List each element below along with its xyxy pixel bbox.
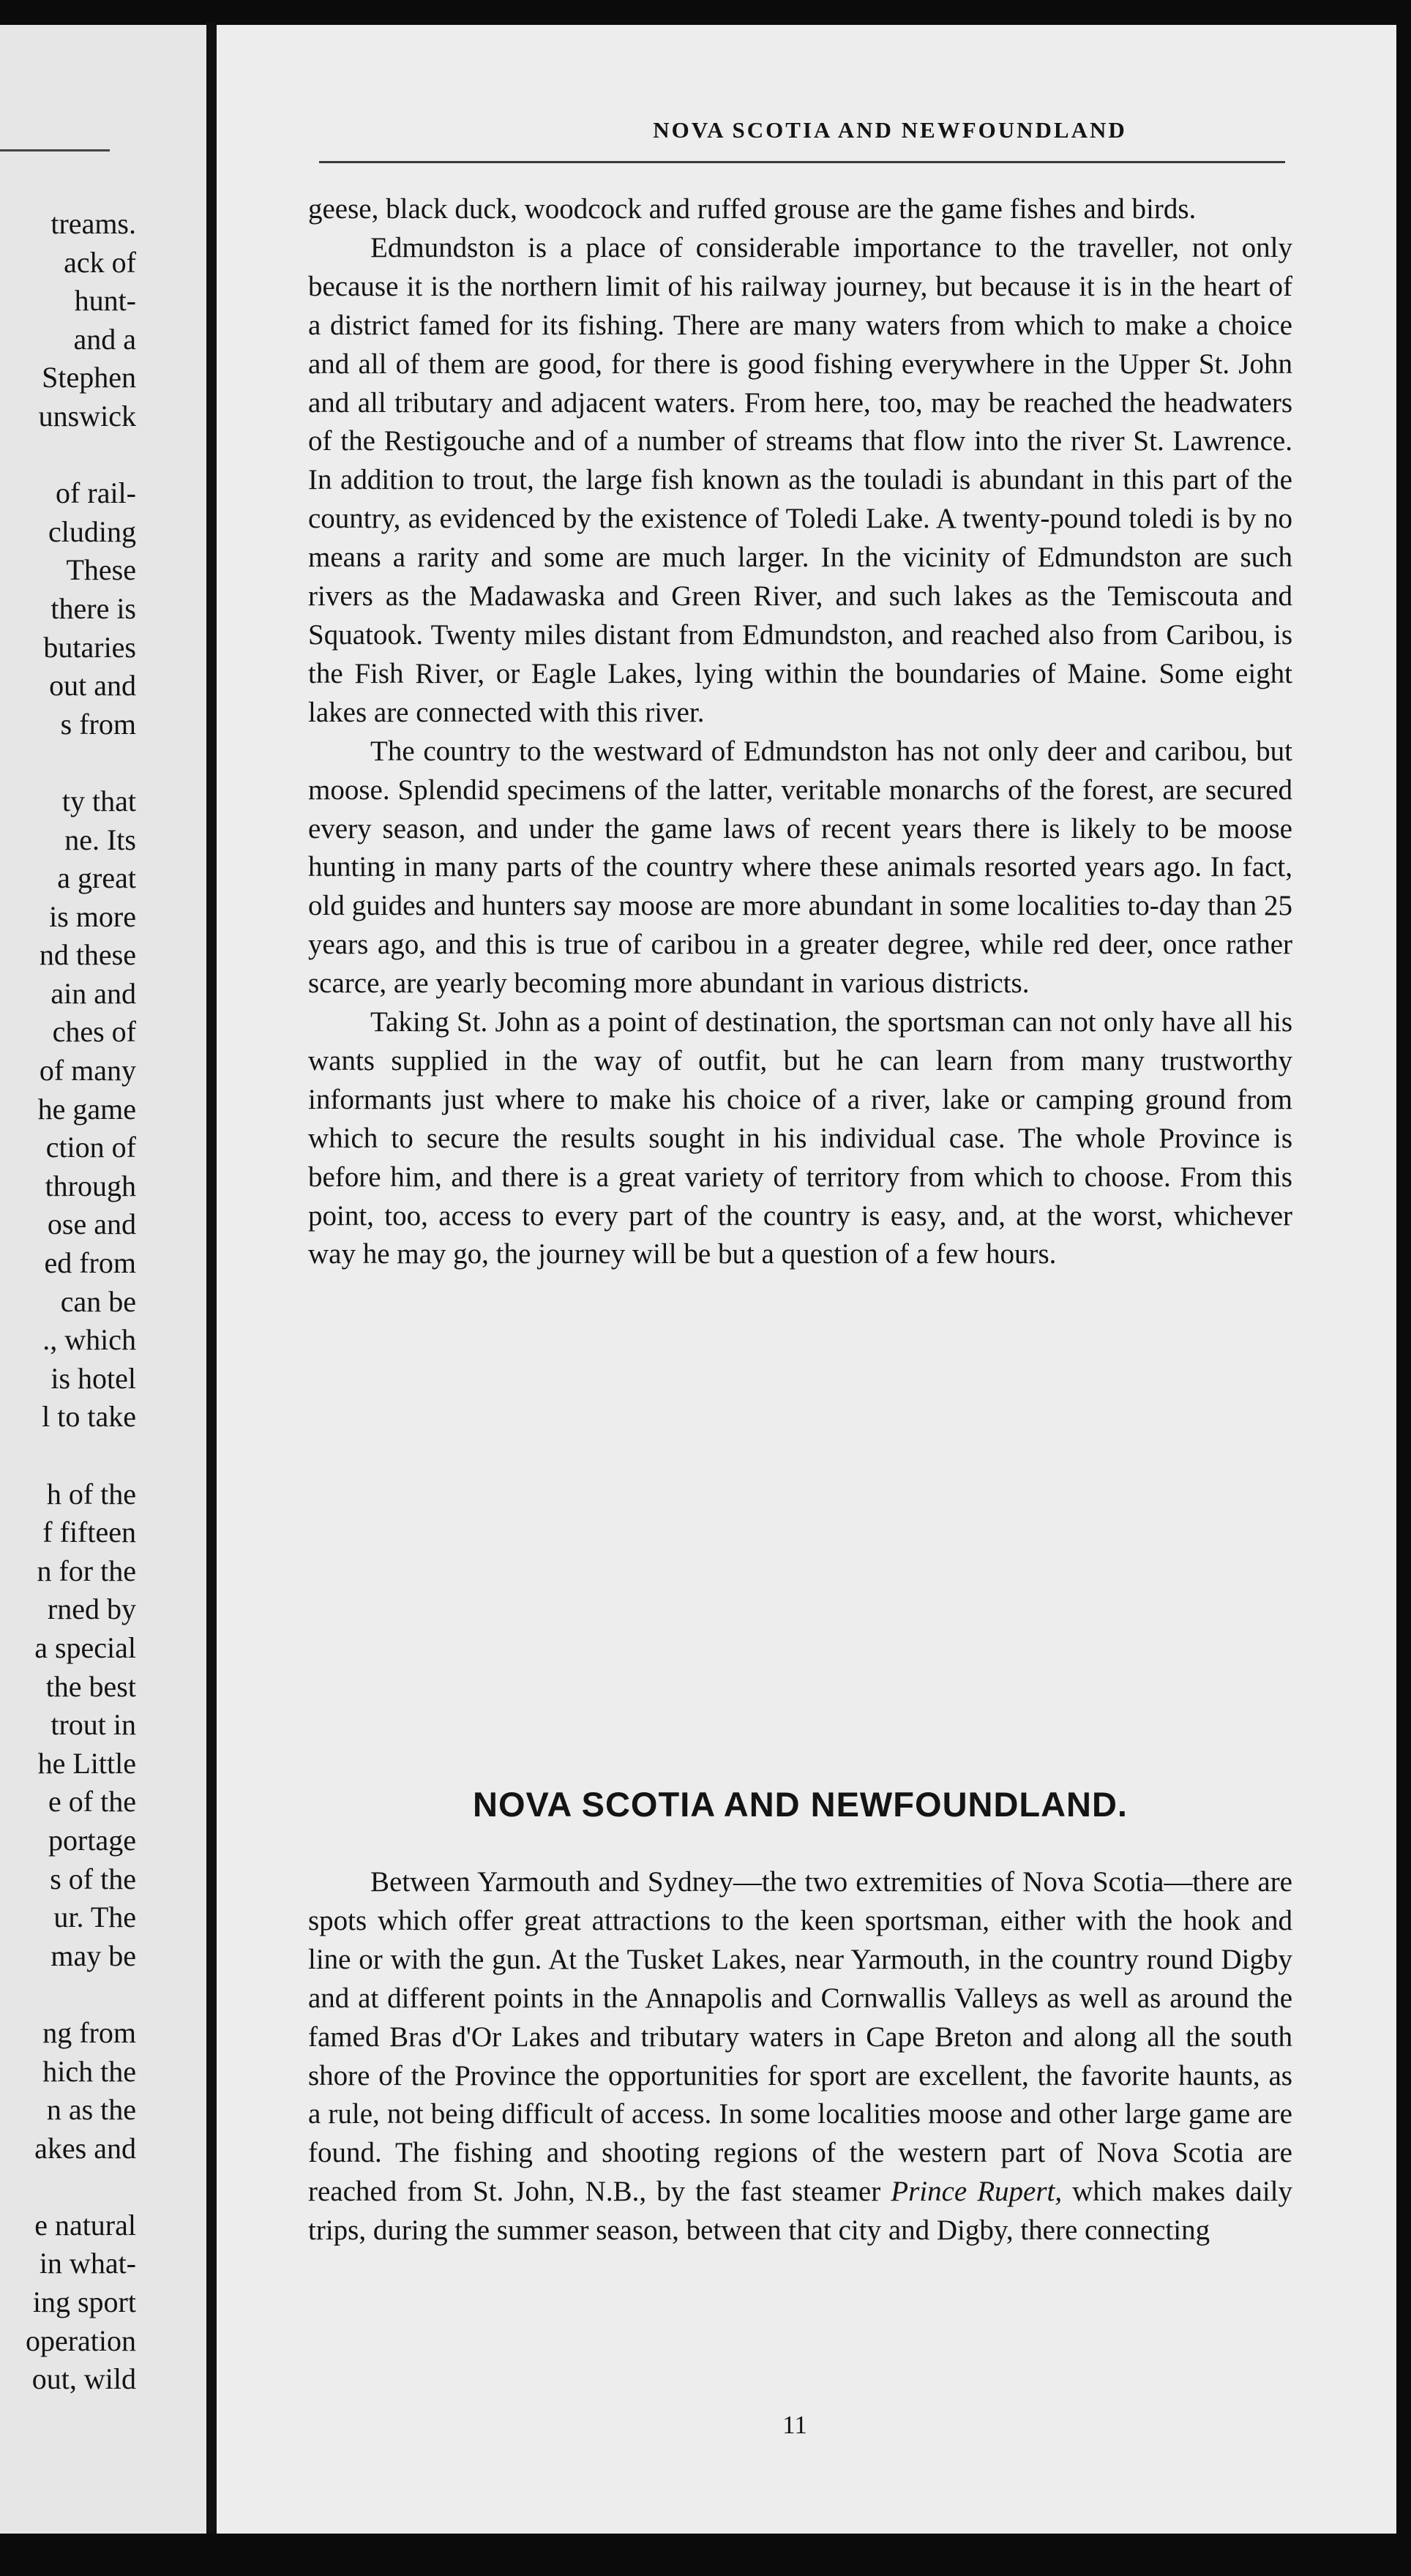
left-page-line: he Little (37, 1746, 136, 1780)
left-facing-page (0, 25, 206, 2534)
left-page-line: a great (57, 861, 136, 895)
left-page-line: trout in (50, 1708, 136, 1742)
left-page-line: a special (34, 1630, 136, 1664)
right-page (217, 25, 1396, 2534)
left-page-line: ches of (52, 1015, 136, 1049)
left-page-line: he game (37, 1092, 136, 1126)
left-page-line: rned by (47, 1592, 136, 1626)
left-page-line: ty that (61, 784, 136, 817)
scan-bottom-edge (0, 2534, 1411, 2576)
left-page-line: of many (39, 1054, 136, 1087)
left-page-line: l to take (42, 1400, 136, 1434)
left-page-line: hunt- (74, 284, 136, 318)
left-page-line: ing sport (32, 2285, 136, 2319)
left-page-line: ., which (42, 1323, 136, 1357)
page-number: 11 (782, 2411, 807, 2439)
left-page-line: ur. The (53, 1901, 136, 1934)
left-page-line: ack of (64, 245, 136, 279)
left-page-line: ed from (44, 1246, 136, 1280)
left-page-line: e of the (48, 1785, 136, 1819)
left-page-line: h of the (46, 1477, 136, 1510)
section-paragraph-text: Between Yarmouth and Sydney—the two extremities of Nova Scotia—there are spots which offer great attractions to the keen sportsman, either with the hook and line or with the gun. At the Tusket Lakes, near Yarmouth, in the country round Digby and at different points in the Annapolis and Cornwallis Valleys as well as around the famed Bras d'Or Lakes and tributary waters in Cape Breton and along all the south shore of the Province the opportunities for sport are excellent, the favorite haunts, as a rule, not being difficult of access. In some localities moose and other large game are found. The fishing and shooting regions of the western part of Nova Scotia are reached from St. John, N.B., by the fast steamer (308, 1866, 1292, 2208)
left-page-line: unswick (38, 399, 136, 433)
left-page-line: in what- (39, 2247, 136, 2280)
left-page-line: ain and (50, 976, 136, 1010)
paragraph: The country to the westward of Edmundston has not only deer and caribou, but moose. Splendid specimens of the latter, veritable monarchs of the forest, are secured every season, and under the game laws of recent years there is likely to be moose hunting in many parts of the country where these animals resorted years ago. In fact, old guides and hunters say moose are more abundant in some localities to-day than 25 years ago, and this is true of caribou in a greater degree, while red deer, once rather scarce, are yearly becoming more abundant in various districts. (308, 735, 1292, 1000)
left-page-line: ng from (42, 2015, 136, 2049)
left-page-line: f fifteen (42, 1516, 136, 1549)
book-gutter (206, 22, 217, 2539)
left-page-line: there is (50, 591, 136, 625)
body-text (308, 190, 1292, 1274)
section-body-text (308, 1863, 1292, 2250)
left-page-line: ction of (45, 1131, 136, 1164)
left-page-line: akes and (34, 2131, 136, 2165)
left-page-line: cluding (48, 514, 136, 548)
left-page-line: s of the (50, 1862, 136, 1895)
left-page-line: n for the (37, 1554, 136, 1587)
left-page-line: e natural (34, 2208, 136, 2242)
left-page-line: nd these (39, 938, 136, 972)
header-rule (319, 161, 1285, 163)
left-page-line: treams. (50, 207, 136, 240)
left-page-line: operation (25, 2324, 136, 2357)
left-page-line: butaries (43, 630, 136, 664)
left-page-line: is more (49, 899, 136, 933)
section-paragraph (308, 1863, 1292, 2250)
running-head: NOVA SCOTIA AND NEWFOUNDLAND (653, 117, 1127, 143)
left-page-line: These (66, 553, 136, 587)
left-page-line: ne. Its (64, 823, 136, 856)
left-page-line: hich the (42, 2054, 136, 2088)
left-page-line: Stephen (42, 361, 136, 394)
left-page-text-fragments (0, 205, 136, 2399)
left-page-line: s from (60, 707, 136, 741)
left-page-line: may be (50, 1939, 136, 1972)
left-page-line: out, wild (31, 2362, 136, 2396)
paragraph: Edmundston is a place of considerable importance to the traveller, not only because it is the northern limit of his railway journey, but because it is in the heart of a district famed for its fishing. There are many waters from which to make a choice and all of them are good, for there is good fishing everywhere in the Upper St. John and all tributary and adjacent waters. From here, too, may be reached the headwaters of the Restigouche and of a number of streams that flow into the river St. Lawrence. In addition to trout, the large fish known as the touladi is abundant in this part of the country, as evidenced by the existence of Toledi Lake. A twenty-pound toledi is by no means a rarity and some are much larger. In the vicinity of Edmundston are such rivers as the Madawaska and Green River, and such lakes as the Temiscouta and Squatook. Twenty miles distant from Edmundston, and reached also from Caribou, is the Fish River, or Eagle Lakes, lying within the boundaries of Maine. Some eight lakes are connected with this river. (308, 231, 1292, 728)
section-heading: NOVA SCOTIA AND NEWFOUNDLAND. (473, 1785, 1128, 1824)
left-page-line: of rail- (56, 476, 136, 510)
left-page-line: out and (49, 669, 136, 703)
paragraph: geese, black duck, woodcock and ruffed grouse are the game fishes and birds. (308, 193, 1197, 225)
paragraph: Taking St. John as a point of destination, the sportsman can not only have all his wants supplied in the way of outfit, but he can learn from many trustworthy informants just where to make his choice of a river, lake or camping ground from which to secure the results sought in his individual case. The whole Province is before him, and there is a great variety of territory from which to choose. From this point, too, access to every part of the country is easy, and, at the worst, whichever way he may go, the journey will be but a question of a few hours. (308, 1006, 1292, 1270)
left-page-line: can be (60, 1284, 136, 1318)
left-page-line: the best (45, 1669, 136, 1703)
ship-name: Prince Rupert, (891, 2176, 1063, 2208)
section-paragraph-continued: which makes daily trips, during the summer season, between that city and Digby, there connecting (308, 2176, 1292, 2247)
left-page-line: is hotel (50, 1361, 136, 1395)
left-page-line: portage (48, 1823, 136, 1857)
left-page-line: n as the (46, 2093, 136, 2127)
left-page-header-rule (0, 149, 110, 151)
left-page-line: and a (73, 322, 136, 356)
left-page-line: through (45, 1169, 136, 1202)
left-page-line: ose and (47, 1208, 136, 1241)
